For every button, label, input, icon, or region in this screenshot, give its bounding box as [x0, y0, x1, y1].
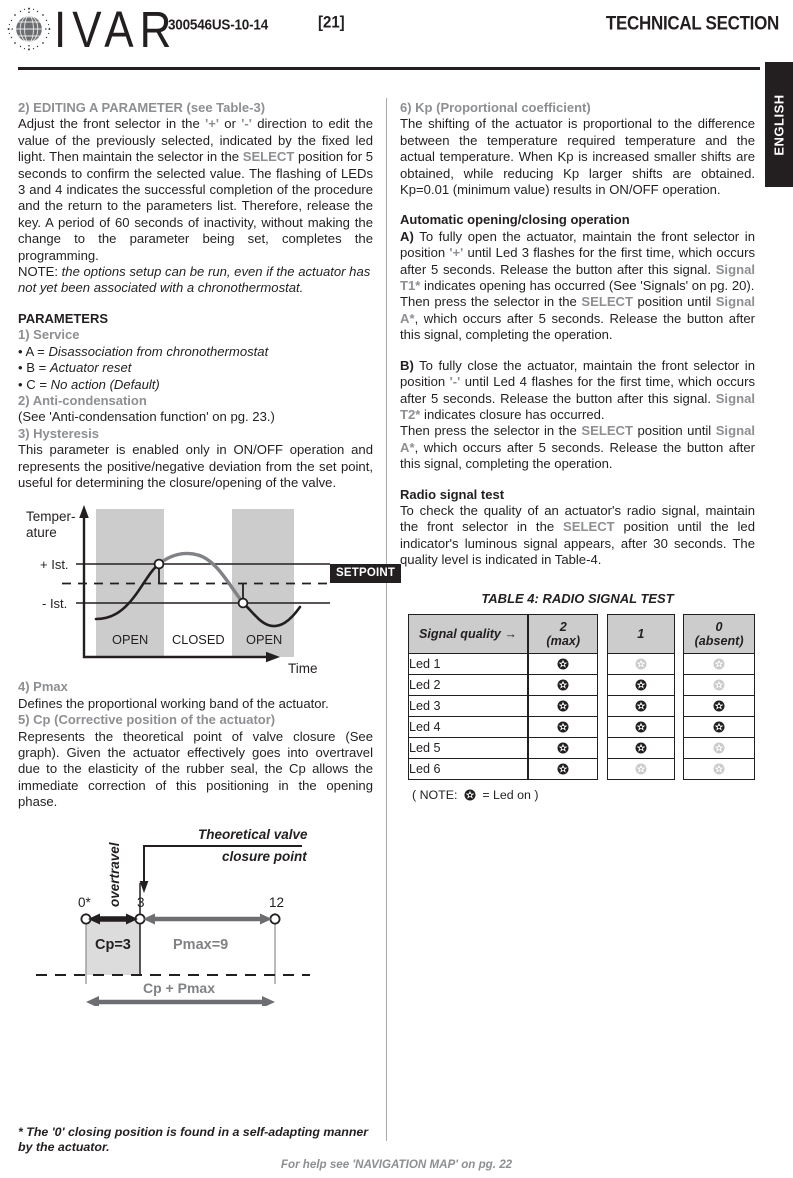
band-label-open-2: OPEN: [246, 632, 283, 648]
table-column-gap: [598, 717, 606, 738]
led-on-icon: [635, 721, 647, 733]
callout-line2: closure point: [222, 848, 307, 864]
table-cell-led-state: [607, 717, 675, 738]
bullet-label: • B =: [18, 360, 50, 376]
brand-logo-text: IVAR: [54, 2, 178, 59]
right-text-column: [400, 100, 755, 802]
token-signal-a: Signal A*: [400, 294, 755, 326]
led-off-icon: [635, 763, 647, 775]
table-cell-led-state: [607, 675, 675, 696]
table-header-row: [408, 614, 755, 654]
table-row: [408, 696, 755, 717]
text-run: position until: [633, 294, 716, 310]
language-tab-label: ENGLISH: [771, 93, 787, 156]
table-header-level-0: [683, 614, 755, 654]
table-cell-led-state: [683, 654, 755, 675]
table-cell-led-state: [528, 654, 598, 675]
token-select: SELECT: [242, 149, 295, 165]
cp-label: Cp=3: [95, 936, 131, 953]
text-run: , which occurs after 5 seconds. Release the button after this signal, completing the operation.: [400, 439, 755, 472]
table-header-level-1: [607, 614, 675, 654]
table-cell-led-state: [683, 696, 755, 717]
led-on-icon: [557, 700, 569, 712]
token-plus: '+': [205, 116, 219, 132]
text-run: indicates opening has occurred (See 'Signals' on pg. 20).: [420, 278, 755, 294]
token-select: SELECT: [563, 519, 615, 535]
table-row: [408, 759, 755, 780]
tick-upper-ist: + Ist.: [40, 557, 69, 573]
led-on-icon: [713, 721, 725, 733]
language-tab: [765, 62, 793, 187]
table-cell-led-state: [607, 759, 675, 780]
table-column-gap: [675, 759, 683, 780]
text-run: position for 5 seconds to confirm the selected value. The flashing of LEDs 3 and 4 indicates the successful completion of the procedure and the return to the parameters list. Therefore, release the key. A period of 60 seconds of inactivity, without making the change to the parameter being set, completes the programming.: [18, 149, 374, 263]
list-item-service-c: [18, 377, 373, 393]
table-column-gap: [598, 654, 606, 675]
tick-label-3: 3: [137, 894, 145, 910]
table-cell-led-state: [607, 738, 675, 759]
table-column-gap: [675, 654, 683, 675]
table-column-gap: [675, 614, 683, 654]
band-label-closed: CLOSED: [172, 632, 225, 648]
level-value: 0: [715, 619, 723, 634]
table-cell-led-label: Led 4: [408, 717, 528, 738]
list-item-service-b: [18, 360, 373, 376]
heading-param-6-kp: 6) Kp (Proportional coefficient): [400, 100, 591, 115]
note-suffix: = Led on ): [478, 787, 539, 802]
page-header: [0, 0, 793, 58]
led-on-icon: [464, 789, 476, 801]
table-row: [408, 675, 755, 696]
step-label-b: B): [400, 357, 414, 373]
led-on-icon: [557, 742, 569, 754]
text-run: or: [218, 116, 242, 132]
token-select: SELECT: [581, 294, 634, 310]
text-run: To fully close the actuator, maintain the front selector in position: [400, 357, 755, 390]
note-label: NOTE:: [18, 264, 62, 280]
table-body: [408, 654, 755, 780]
level-value: 2: [559, 619, 567, 634]
table-row: [408, 717, 755, 738]
table-caption: TABLE 4: RADIO SIGNAL TEST: [481, 590, 674, 606]
text-run: Then press the selector in the: [400, 423, 582, 439]
table-note: [412, 788, 755, 802]
table-column-gap: [675, 738, 683, 759]
page-number: [21]: [318, 13, 345, 33]
led-off-icon: [713, 763, 725, 775]
footer-help-text: For help see 'NAVIGATION MAP' on pg. 22: [280, 1158, 513, 1171]
paragraph-close-confirm: [400, 423, 755, 472]
table-column-gap: [598, 759, 606, 780]
footnote-closing-position: * The '0' closing position is found in a self-adapting manner by the actuator.: [18, 1125, 369, 1154]
level-qualifier: (absent): [694, 633, 744, 648]
table-column-gap: [598, 675, 606, 696]
header-divider-rule: [18, 67, 760, 70]
table-cell-led-label: Led 2: [408, 675, 528, 696]
section-title: TECHNICAL SECTION: [605, 12, 779, 34]
heading-param-4-pmax: 4) Pmax: [18, 679, 68, 695]
heading-param-5-cp: 5) Cp (Corrective position of the actuator): [18, 712, 276, 728]
text-run: To check the quality of an actuator's radio signal, maintain the front selector in the: [400, 502, 755, 535]
table-cell-led-label: Led 5: [408, 738, 528, 759]
token-plus: '+': [449, 245, 464, 261]
text-run: To fully open the actuator, maintain the front selector in position: [400, 228, 755, 261]
tick-label-0: 0*: [78, 894, 91, 910]
list-item-service-a: [18, 344, 373, 360]
paragraph-open-procedure: [400, 229, 755, 295]
bullet-label: • A =: [18, 343, 49, 359]
table-column-gap: [675, 717, 683, 738]
token-select: SELECT: [581, 423, 634, 439]
y-axis-label-line1: Temper-: [26, 509, 76, 525]
token-signal-a: Signal A*: [400, 423, 755, 455]
text-run: direction to edit the value of the previously selected, indicated by the fixed led light. Then maintain the selector in the: [18, 116, 373, 165]
table-cell-led-state: [683, 717, 755, 738]
led-on-icon: [635, 700, 647, 712]
led-on-icon: [557, 658, 569, 670]
hysteresis-graph: [18, 501, 396, 679]
heading-radio-signal-test: Radio signal test: [400, 486, 505, 502]
pmax-label: Pmax=9: [173, 936, 229, 953]
paragraph-radio-signal-test: [400, 503, 755, 569]
table-cell-led-state: [528, 675, 598, 696]
token-minus: '-': [241, 116, 252, 132]
table-column-gap: [598, 614, 606, 654]
text-run: Then press the selector in the: [400, 294, 582, 310]
token-signal-t1: Signal T1*: [400, 261, 755, 294]
table-cell-led-state: [607, 654, 675, 675]
cp-pmax-diagram: [18, 821, 373, 1006]
table-cell-led-state: [683, 759, 755, 780]
step-label-a: A): [400, 228, 414, 244]
paragraph-note: [18, 264, 373, 297]
table-header-signal-quality: [408, 614, 528, 654]
level-qualifier: (max): [546, 633, 581, 648]
text-run: , which occurs after 5 seconds. Release the button after this signal, completing the operation.: [400, 310, 755, 343]
heading-parameters: PARAMETERS: [18, 310, 109, 326]
table-column-gap: [598, 738, 606, 759]
paragraph-kp: The shifting of the actuator is proportional to the difference between the temperature required temperature and the actual temperature. When Kp is increased smaller shifts are obtained, while reducing Kp larger shifts are obtained. Kp=0.01 (minimum value) results in ON/OFF operation.: [400, 116, 755, 198]
led-on-icon: [713, 700, 725, 712]
token-signal-t2: Signal T2*: [400, 390, 755, 422]
radio-signal-test-table: [408, 614, 755, 780]
text-run: Adjust the front selector in the: [18, 116, 206, 132]
tick-label-12: 12: [269, 894, 285, 910]
paragraph-anticondensation: (See 'Anti-condensation function' on pg. 23.): [18, 409, 275, 425]
column-divider: [386, 98, 387, 1141]
globe-sphere-icon: [6, 6, 52, 52]
led-off-icon: [635, 658, 647, 670]
band-label-open-1: OPEN: [112, 632, 149, 648]
overtravel-label: overtravel: [107, 842, 122, 907]
table-row: [408, 654, 755, 675]
text-run: until Led 3 flashes for the first time, which occurs after 5 seconds. Release the button after this signal.: [400, 245, 755, 277]
table-cell-led-state: [528, 717, 598, 738]
x-axis-label: Time: [288, 661, 318, 677]
table-cell-led-state: [683, 738, 755, 759]
led-on-icon: [557, 763, 569, 775]
bullet-label: • C =: [18, 376, 51, 392]
paragraph-close-procedure: [400, 358, 755, 424]
text-run: until Led 4 flashes for the first time, which occurs after 5 seconds. Release the button after this signal.: [400, 374, 755, 406]
text-run: position until: [633, 423, 716, 439]
heading-editing-a-parameter: 2) EDITING A PARAMETER (see Table-3): [18, 100, 266, 115]
tick-lower-ist: - Ist.: [42, 596, 68, 612]
bullet-value: Disassociation from chronothermostat: [48, 343, 269, 359]
paragraph-editing-a-parameter: [18, 116, 373, 264]
heading-param-1-service: 1) Service: [18, 327, 80, 343]
marker-open-point: [155, 560, 164, 569]
arrow-right-icon: →: [504, 626, 517, 641]
text-run: indicates closure has occurred.: [420, 406, 605, 422]
marker-close-point: [239, 599, 248, 608]
bullet-value: Actuator reset: [49, 360, 132, 376]
table-cell-led-state: [528, 738, 598, 759]
note-text: the options setup can be run, even if the actuator has not yet been associated with a chronothermostat.: [18, 264, 371, 296]
led-on-icon: [557, 679, 569, 691]
setpoint-badge: SETPOINT: [330, 564, 401, 583]
note-prefix: ( NOTE:: [412, 787, 461, 802]
table-header-label: Signal quality: [419, 626, 501, 641]
paragraph-cp: Represents the theoretical point of valve closure (See graph). Given the actuator effectively goes into overtravel due to the elasticity of the rubber seal, the Cp allows the immediate correction of this positioning in the opening phase.: [18, 728, 373, 810]
table-column-gap: [675, 675, 683, 696]
table-cell-led-state: [683, 675, 755, 696]
table-cell-led-state: [528, 759, 598, 780]
table-cell-led-label: Led 1: [408, 654, 528, 675]
text-run: position until the led indicator's luminous signal appears, after 30 seconds. The quality level is indicated in Table-4.: [400, 519, 755, 568]
y-axis-label-line2: ature: [26, 525, 57, 541]
paragraph-open-confirm: [400, 294, 755, 343]
paragraph-hysteresis: This parameter is enabled only in ON/OFF operation and represents the positive/negative deviation from the set point, useful for determining the closure/opening of the valve.: [18, 442, 373, 490]
led-off-icon: [713, 679, 725, 691]
led-off-icon: [713, 742, 725, 754]
table-row: [408, 738, 755, 759]
total-label: Cp + Pmax: [143, 979, 215, 996]
heading-param-2-anticondensation: 2) Anti-condensation: [18, 392, 147, 408]
table-cell-led-state: [607, 696, 675, 717]
led-off-icon: [713, 658, 725, 670]
left-text-column: [18, 100, 396, 1006]
callout-line1: Theoretical valve: [198, 826, 308, 842]
table-column-gap: [598, 696, 606, 717]
table-cell-led-label: Led 6: [408, 759, 528, 780]
table-column-gap: [675, 696, 683, 717]
heading-automatic-operation: Automatic opening/closing operation: [400, 212, 630, 228]
led-on-icon: [635, 742, 647, 754]
table-cell-led-label: Led 3: [408, 696, 528, 717]
level-value: 1: [637, 626, 645, 641]
table-cell-led-state: [528, 696, 598, 717]
led-on-icon: [635, 679, 647, 691]
document-code: 300546US-10-14: [168, 16, 269, 33]
token-minus: '-': [449, 374, 461, 390]
bullet-value: No action (Default): [50, 376, 160, 392]
heading-param-3-hysteresis: 3) Hysteresis: [18, 425, 99, 441]
led-on-icon: [557, 721, 569, 733]
paragraph-pmax: Defines the proportional working band of the actuator.: [18, 695, 329, 711]
table-header-level-2: [528, 614, 598, 654]
